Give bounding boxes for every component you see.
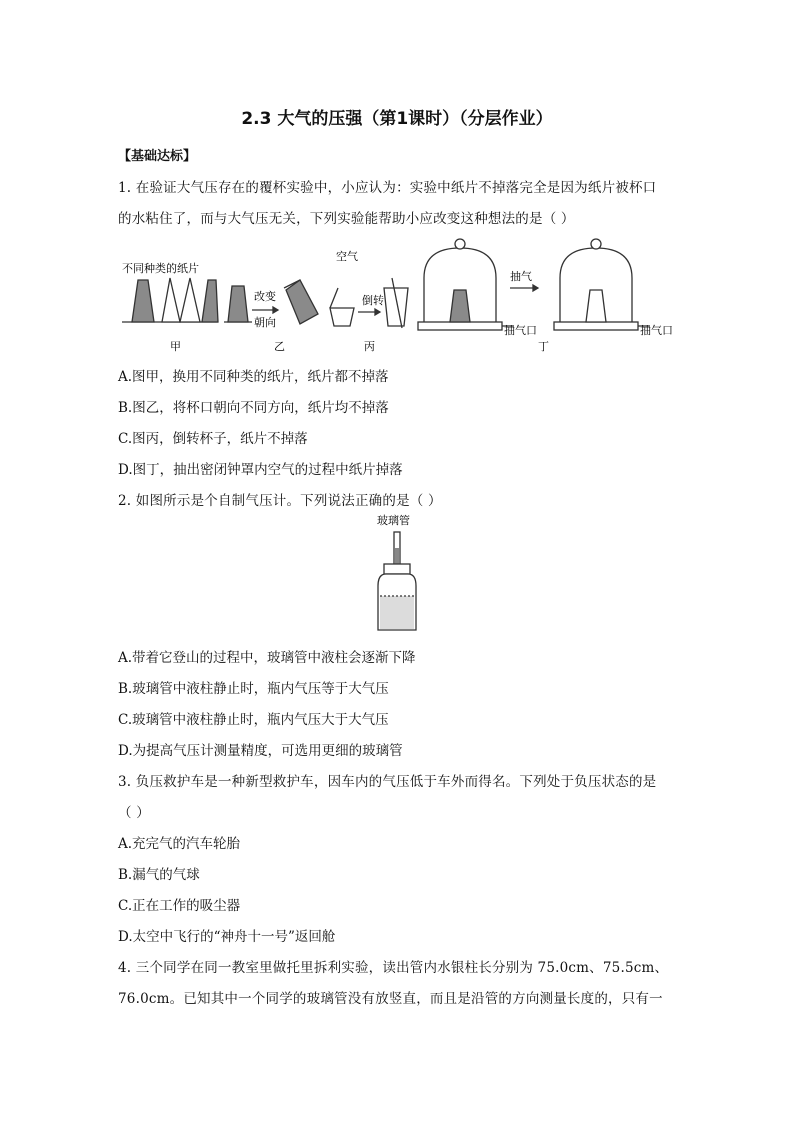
q1-stem-line-2: 的水粘住了，而与大气压无关，下列实验能帮助小应改变这种想法的是（ ） bbox=[118, 211, 575, 227]
caption-jia: 甲 bbox=[170, 340, 181, 353]
q2-option-b: B.玻璃管中液柱静止时，瓶内气压等于大气压 bbox=[118, 681, 389, 697]
bing-cup bbox=[330, 308, 354, 326]
yi-arrow-head bbox=[273, 307, 278, 313]
page-title: 2.3 大气的压强（第1课时）（分层作业） bbox=[241, 109, 553, 129]
q2-option-c: C.玻璃管中液柱静止时，瓶内气压大于大气压 bbox=[118, 712, 389, 728]
caption-bing: 丙 bbox=[364, 340, 375, 353]
jia-cup-middle bbox=[162, 278, 180, 322]
q1-option-a: A.图甲，换用不同种类的纸片，纸片都不掉落 bbox=[118, 369, 389, 385]
ding-pump-arrow-head bbox=[533, 285, 538, 291]
label-change-2: 朝向 bbox=[254, 316, 276, 329]
section-heading: 【基础达标】 bbox=[118, 149, 197, 164]
q3-stem-line-2: （ ） bbox=[118, 805, 150, 821]
q2-option-d: D.为提高气压计测量精度，可选用更细的玻璃管 bbox=[118, 743, 403, 759]
bottle-liquid bbox=[380, 596, 414, 629]
bottle-cap bbox=[384, 564, 410, 574]
ding-knob-right bbox=[591, 239, 601, 249]
bing-arrow-head bbox=[375, 309, 380, 315]
ding-cup-left bbox=[450, 290, 470, 322]
label-port-2: 抽气口 bbox=[640, 324, 673, 337]
jia-cup-far bbox=[202, 280, 218, 322]
ding-knob-left bbox=[455, 239, 465, 249]
label-air: 空气 bbox=[336, 250, 358, 263]
label-pump: 抽气 bbox=[510, 270, 532, 283]
q2-stem-line-1: 2. 如图所示是个自制气压计。下列说法正确的是（ ） bbox=[118, 493, 442, 509]
caption-ding: 丁 bbox=[538, 340, 549, 353]
label-invert: 倒转 bbox=[362, 294, 384, 307]
ding-base-left bbox=[418, 322, 502, 330]
q1-option-b: B.图乙，将杯口朝向不同方向，纸片均不掉落 bbox=[118, 400, 389, 416]
q1-option-c: C.图丙，倒转杯子，纸片不掉落 bbox=[118, 431, 308, 447]
label-port-1: 抽气口 bbox=[504, 324, 537, 337]
label-paper: 不同种类的纸片 bbox=[122, 262, 199, 275]
q4-stem-line-1: 4. 三个同学在同一教室里做托里拆利实验，读出管内水银柱长分别为 75.0cm、75.5cm、 bbox=[118, 960, 669, 976]
q3-option-b: B.漏气的气球 bbox=[118, 867, 200, 883]
label-tube: 玻璃管 bbox=[377, 514, 410, 527]
bing-cup-inverted bbox=[384, 288, 408, 326]
q2-barometer-figure bbox=[360, 512, 440, 636]
label-change-1: 改变 bbox=[254, 290, 276, 303]
q3-option-a: A.充完气的汽车轮胎 bbox=[118, 836, 241, 852]
jia-cup-right bbox=[180, 278, 200, 322]
q1-experiment-figure bbox=[118, 238, 678, 356]
yi-cup-tilted bbox=[286, 280, 318, 324]
q3-stem-line-1: 3. 负压救护车是一种新型救护车，因车内的气压低于车外而得名。下列处于负压状态的是 bbox=[118, 774, 657, 790]
q2-option-a: A.带着它登山的过程中，玻璃管中液柱会逐渐下降 bbox=[118, 650, 416, 666]
ding-cup-right bbox=[586, 290, 606, 322]
jia-cup-left bbox=[132, 280, 154, 322]
yi-cup-upright bbox=[228, 286, 248, 322]
q1-stem-line-1: 1. 在验证大气压存在的覆杯实验中，小应认为：实验中纸片不掉落完全是因为纸片被杯口 bbox=[118, 180, 657, 196]
bing-air-pointer bbox=[330, 288, 338, 308]
q3-option-c: C.正在工作的吸尘器 bbox=[118, 898, 241, 914]
caption-yi: 乙 bbox=[274, 340, 285, 353]
q4-stem-line-2: 76.0cm。已知其中一个同学的玻璃管没有放竖直，而且是沿管的方向测量长度的，只有一 bbox=[118, 991, 663, 1007]
ding-base-right bbox=[554, 322, 638, 330]
q1-option-d: D.图丁，抽出密闭钟罩内空气的过程中纸片掉落 bbox=[118, 462, 403, 478]
q3-option-d: D.太空中飞行的“神舟十一号”返回舱 bbox=[118, 929, 336, 945]
